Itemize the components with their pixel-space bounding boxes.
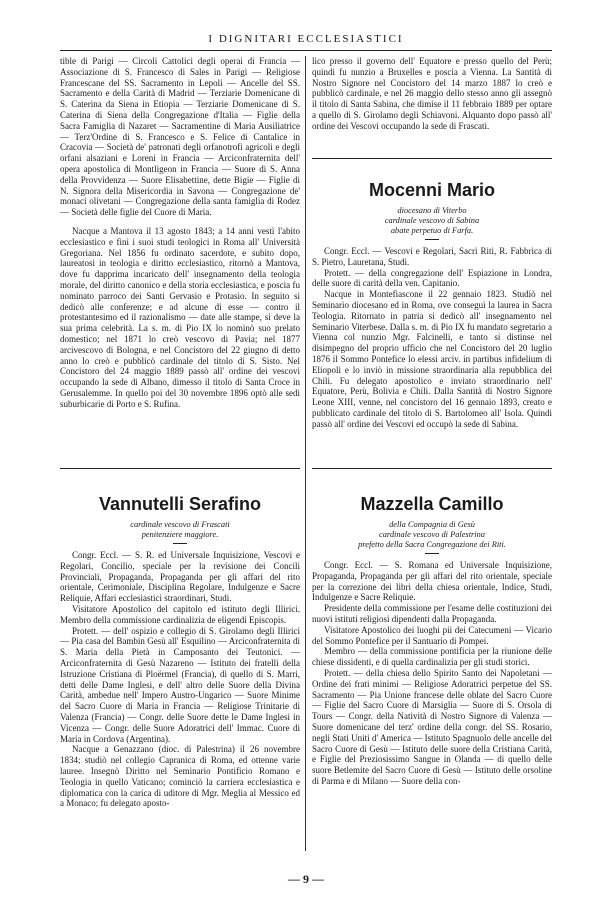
section-rule bbox=[60, 468, 300, 469]
entry-subtitle-line: abate perpetuo di Farfa. bbox=[390, 226, 474, 235]
running-title: I DIGNITARI ECCLESIASTICI bbox=[208, 33, 404, 45]
entry-paragraph: Congr. Eccl. — S. Romana ed Universale Inquisizione, Propaganda, Propaganda per gli affari del rito orientale, speciale per la correzione dei libri della chiesa orientale, Indice, Studi, Indulgenze e Sacre Reliquie. bbox=[312, 560, 552, 603]
entry-subtitle-line: prefetto della Sacra Congregazione dei Riti. bbox=[358, 540, 506, 549]
entry-vannutelli bbox=[60, 494, 300, 809]
entry-name: Mazzella Camillo bbox=[360, 494, 504, 514]
page-number: — 9 — bbox=[288, 872, 324, 886]
entry-paragraph: Membro — della commissione pontificia per la riunione delle chiese dissidenti, e di quella cardinalizia per gli studi storici. bbox=[312, 646, 552, 668]
entry-paragraph: Visitatore Apostolico del capitolo ed istituto degli Illirici. Membro della commissione cardinalizia de eligendi Episcopis. bbox=[60, 603, 300, 625]
entry-paragraph: Visitatore Apostolico dei luoghi pii dei Catecumeni — Vicario del Sommo Pontefice per il Santuario di Pompei. bbox=[312, 624, 552, 646]
entry-paragraph: Congr. Eccl. — S. R. ed Universale Inquisizione, Vescovi e Regolari, Concilio, speciale per la revisione dei Concili Provinciali, Propaganda, Propaganda per gli affari del rito orientale, Cerimoniale, Disciplina Regolare, Indulgenze e Sacre Reliquie, Affari ecclesiastici straordinari, Studi. bbox=[60, 550, 300, 604]
entry-subtitle-line: penitenziere maggiore. bbox=[141, 530, 219, 539]
right-continuation bbox=[312, 56, 552, 132]
entry-subtitle-line: della Compagnia di Gesù bbox=[389, 520, 475, 529]
entry-mocenni bbox=[312, 180, 552, 430]
header-rule bbox=[60, 50, 552, 51]
entry-paragraph: Nacque in Montefiascone il 22 gennaio 1823. Studiò nel Seminario diocesano ed in Roma, ove conseguì la laurea in Sacra Teologia. Ritornato in patria si dedicò all' insegnamento nel Seminario Viterbese. Dalla s. m. di Pio IX fu mandato segretario a Vienna col nunzio Mgr. Falcinelli, e tanto si distinse nel disimpegno del proprio ufficio che nel Concistoro del 20 luglio 1876 il Sommo Pontefice lo elessi arciv. in partibus infidelium di Eliopoli e lo inviò in missione straordinaria alla repubblica del Chili. Fu delegato apostolico e inviato straordinario nell' Equatore, Perù, Bolivia e Chili. Dalla Santità di Nostro Signore Leone XIII, venne, nel concistoro del 16 gennaio 1893, creato e pubblicato cardinale del titolo di S. Bartolomeo all' Isola. Quindi passò all' ordine dei Vescovi ed occupò la sede di Sabina. bbox=[312, 289, 552, 429]
entry-paragraph: Protett. — della chiesa dello Spirito Santo dei Napoletani — Ordine dei frati minimi — Religiose Adoratrici perpetue del SS. Sacramento — Pia Unione francese delle oblate del Sacro Cuore — Figlie del Sacro Cuore di Marsiglia — Suore di S. Orsola di Tours — Congr. della Natività di Nostro Signore di Valenza — Suore domenicane del terz' ordine della congr. del SS. Rosario, negli Stati Uniti d' America — Istituto Spagnuolo delle ancelle del Sacro Cuore di Gesù — Istituto delle suore della Cristiana Carità, e Figlie del Preziosissimo Sangue in Olanda — di quello delle suore Betlemite del Sacro Cuore di Gesù — Istituto delle orsoline di Parma e di Milano — Suore della con- bbox=[312, 667, 552, 786]
column-divider bbox=[305, 56, 306, 851]
entry-paragraph: Nacque a Genazzano (dioc. di Palestrina) il 26 novembre 1834; studiò nel collegio Capranica di Roma, ed ottenne varie lauree. Insegnò Diritto nel Seminario Pontificio Romano e Teologia in quello Vaticano; cominciò la carriera ecclesiastica e diplomatica con la carica di uditore di Mgr. Meglia al Messico ed a Monaco; fu delegato aposto- bbox=[60, 744, 300, 809]
entry-subtitle-line: cardinale vescovo di Sabina bbox=[384, 216, 480, 225]
entry-paragraph: Presidente della commissione per l'esame delle costituzioni dei nuovi istituti religiosi dipendenti dalla Propaganda. bbox=[312, 603, 552, 624]
entry-paragraph: Protett. — della congregazione dell' Espiazione in Londra, delle suore di carità della ven. Capitanio. bbox=[312, 267, 552, 289]
left-continuation-para-1: tible di Parigi — Circoli Cattolici degli operai di Francia — Associazione di S. Francesco di Sales in Parigi — Religiose Francescane del SS. Sacramento in Lepoli — Ancelle del SS. Sacramento e della Carità di Madrid — Terziarie Domenicane di S. Caterina da Siena in Etiopia — Terziarie Domenicane di S. Caterina di Siena della Congregazione d'Italia — Figlie della Sacra Famiglia di Nazaret — Sacramentine di Maria Ausiliatrice — Terz'Ordine di S. Francesco e S. Felice di Cantalice in Cracovia — Società de' patronati degli orfanotrofi agricoli e degli orfani alsaziani e Loreni in Francia — Arciconfraternita dell' opera apostolica di Montligeon in Francia — Suore di S. Anna della Provvidenza — Suore Elisabettine, dette Bigie — Figlie di N. Signora della Misericordia in Savona — Congregazione de' monaci olivetani — Congregazione della santa famiglia di Rodez — Società delle figlie del Cuore di Maria. bbox=[60, 56, 300, 218]
entry-paragraph: Congr. Eccl. — Vescovi e Regolari, Sacri Riti, R. Fabbrica di S. Pietro, Lauretana, Studi. bbox=[312, 246, 552, 267]
entry-subtitle-line: diocesano di Viterbo bbox=[397, 206, 467, 215]
left-continuation-para-2: Nacque a Mantova il 13 agosto 1843; a 14 anni vestì l'abito ecclesiastico e finì i suoi studi teologici in Roma all' Università Gregoriana. Nel 1856 fu ordinato sacerdote, e subito dopo, laureatosi in teologia e diritto ecclesiastico, ritornò a Mantova, dove fu dapprima incaricato dell' insegnamento della teologia morale, del diritto canonico e della storia ecclesiastica, e poscia fu nominato parroco dei Santi Gervasio e Protasio. In seguito si dedicò alle conferenze; e ad alcune di esse — contro il protestantesimo ed il razionalismo — date alle stampe, si deve la sua prima celebrità. La s. m. di Pio IX lo nominò suo prelato domestico; nel 1871 lo creò vescovo di Pavia; nel 1877 arcivescovo di Bologna, e nel Concistoro del 22 giugno di detto anno lo creò e pubblicò cardinale del titolo di S. Sisto. Nel Concistoro del 24 maggio 1889 passò all' ordine dei vescovi occupando la sede di Albano, dimesso il titolo di Santa Croce in Gerusalemme. In quello poi del 30 novembre 1896 optò alle sedi suburbicarie di Porto e S. Rufina. bbox=[60, 225, 300, 409]
entry-paragraph: Protett. — dell' ospizio e collegio di S. Girolamo degli Illirici — Pia casa del Bambin Gesù all' Esquilino — Arciconfraternita di S. Maria della Pietà in Camposanto dei Teutonici. — Arciconfraternita di Gesù Nazareno — Istituto dei fratelli della Istruzione Cristiana di Ploërmel (Francia), di quello di S. Marri, detti delle Dame Inglesi, e dell' altro delle Suore della Divina Carità, ambedue nell' Impero Austro-Ungarico — Suore Minime del Sacro Cuore di Maria in Francia — Religiose Trinitarie di Valenza (Francia) — Congr. delle Suore dette le Dame Inglesi in Vicenza — Congr. delle Suore Adoratrici dell' Immac. Cuore di Maria in Cordova (Argentina). bbox=[60, 625, 300, 744]
entry-name: Mocenni Mario bbox=[368, 180, 495, 200]
section-rule bbox=[312, 158, 552, 159]
subtitle-rule bbox=[173, 543, 187, 544]
entry-subtitle-line: cardinale vescovo di Frascati bbox=[130, 520, 230, 529]
entry-mazzella bbox=[312, 494, 552, 787]
section-rule bbox=[312, 468, 552, 469]
left-continuation bbox=[60, 56, 300, 410]
subtitle-rule bbox=[425, 239, 439, 240]
subtitle-rule bbox=[425, 553, 439, 554]
entry-subtitle-line: cardinale vescovo di Palestrina bbox=[379, 530, 485, 539]
entry-name: Vannutelli Serafino bbox=[98, 494, 262, 514]
right-continuation-para-1: lico presso il governo dell' Equatore e presso quello del Perù; quindi fu nunzio a Bruxelles e poscia a Vienna. La Santità di Nostro Signore nel Concistoro del 14 marzo 1887 lo creò e pubblicò cardinale, e nel 26 maggio dello stesso anno gli assegnò il titolo di Santa Sabina, che dimise il 11 febbraio 1889 per optare a quello di S. Girolamo degli Schiavoni. Alquanto dopo passò all' ordine dei Vescovi occupando la sede di Frascati. bbox=[312, 56, 552, 131]
